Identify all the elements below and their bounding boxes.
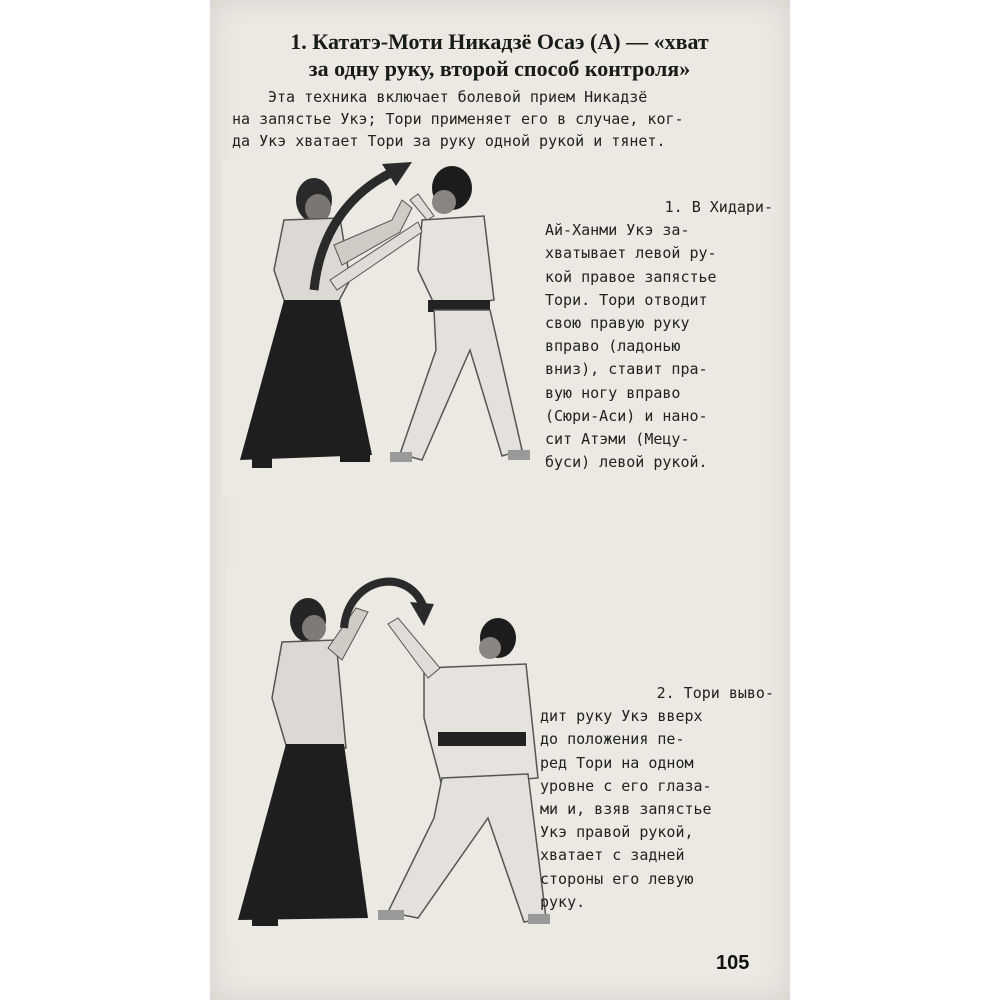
step-1-line: 1. В Хидари- bbox=[664, 198, 773, 216]
step-1-line: вую ногу вправо bbox=[545, 383, 681, 402]
step-1-line: буси) левой рукой. bbox=[545, 453, 708, 472]
intro-line: да Укэ хватает Тори за руку одной рукой и тянет. bbox=[232, 132, 666, 150]
technique-photo-step-2 bbox=[228, 568, 558, 938]
intro-line: на запястье Укэ; Тори применяет его в случае, ког- bbox=[232, 110, 684, 128]
step-2-line: ми и, взяв запястье bbox=[540, 800, 712, 819]
step-2-line: стороны его левую bbox=[540, 869, 694, 888]
step-2-line: уровне с его глаза- bbox=[540, 776, 712, 795]
step-2-text bbox=[540, 682, 774, 914]
step-2-line: до положения пе- bbox=[540, 730, 685, 749]
section-heading bbox=[232, 28, 767, 82]
step-1-line: кой правое запястье bbox=[545, 267, 717, 286]
step-2-line: хватает с задней bbox=[540, 846, 685, 865]
step-1-line: свою правую руку bbox=[545, 314, 690, 333]
step-1-line: вправо (ладонью bbox=[545, 337, 681, 356]
step-2-line: 2. Тори выво- bbox=[656, 684, 774, 702]
step-1-line: Тори. Тори отводит bbox=[545, 290, 708, 309]
heading-line-1: 1. Кататэ-Моти Никадзё Осаэ (А) — «хват bbox=[290, 29, 709, 54]
page-number: 105 bbox=[716, 952, 750, 974]
step-2-line: ред Тори на одном bbox=[540, 753, 694, 772]
step-1-line: сит Атэми (Мецу- bbox=[545, 430, 690, 449]
step-1-line: вниз), ставит пра- bbox=[545, 360, 708, 379]
heading-line-2: за одну руку, второй способ контроля» bbox=[308, 56, 691, 81]
step-2-line: дит руку Укэ вверх bbox=[540, 707, 703, 726]
intro-paragraph bbox=[232, 86, 767, 152]
intro-line: Эта техника включает болевой прием Никадзё bbox=[268, 88, 648, 106]
step-1-line: хватывает левой ру- bbox=[545, 244, 717, 263]
step-2-line: Укэ правой рукой, bbox=[540, 823, 694, 842]
step-2-line: руку. bbox=[540, 892, 586, 911]
step-1-line: Ай-Ханми Укэ за- bbox=[545, 221, 690, 240]
technique-photo-step-1 bbox=[222, 160, 552, 495]
step-1-line: (Сюри-Аси) и нано- bbox=[545, 406, 708, 425]
step-1-text bbox=[545, 196, 773, 474]
book-page bbox=[210, 0, 790, 1000]
